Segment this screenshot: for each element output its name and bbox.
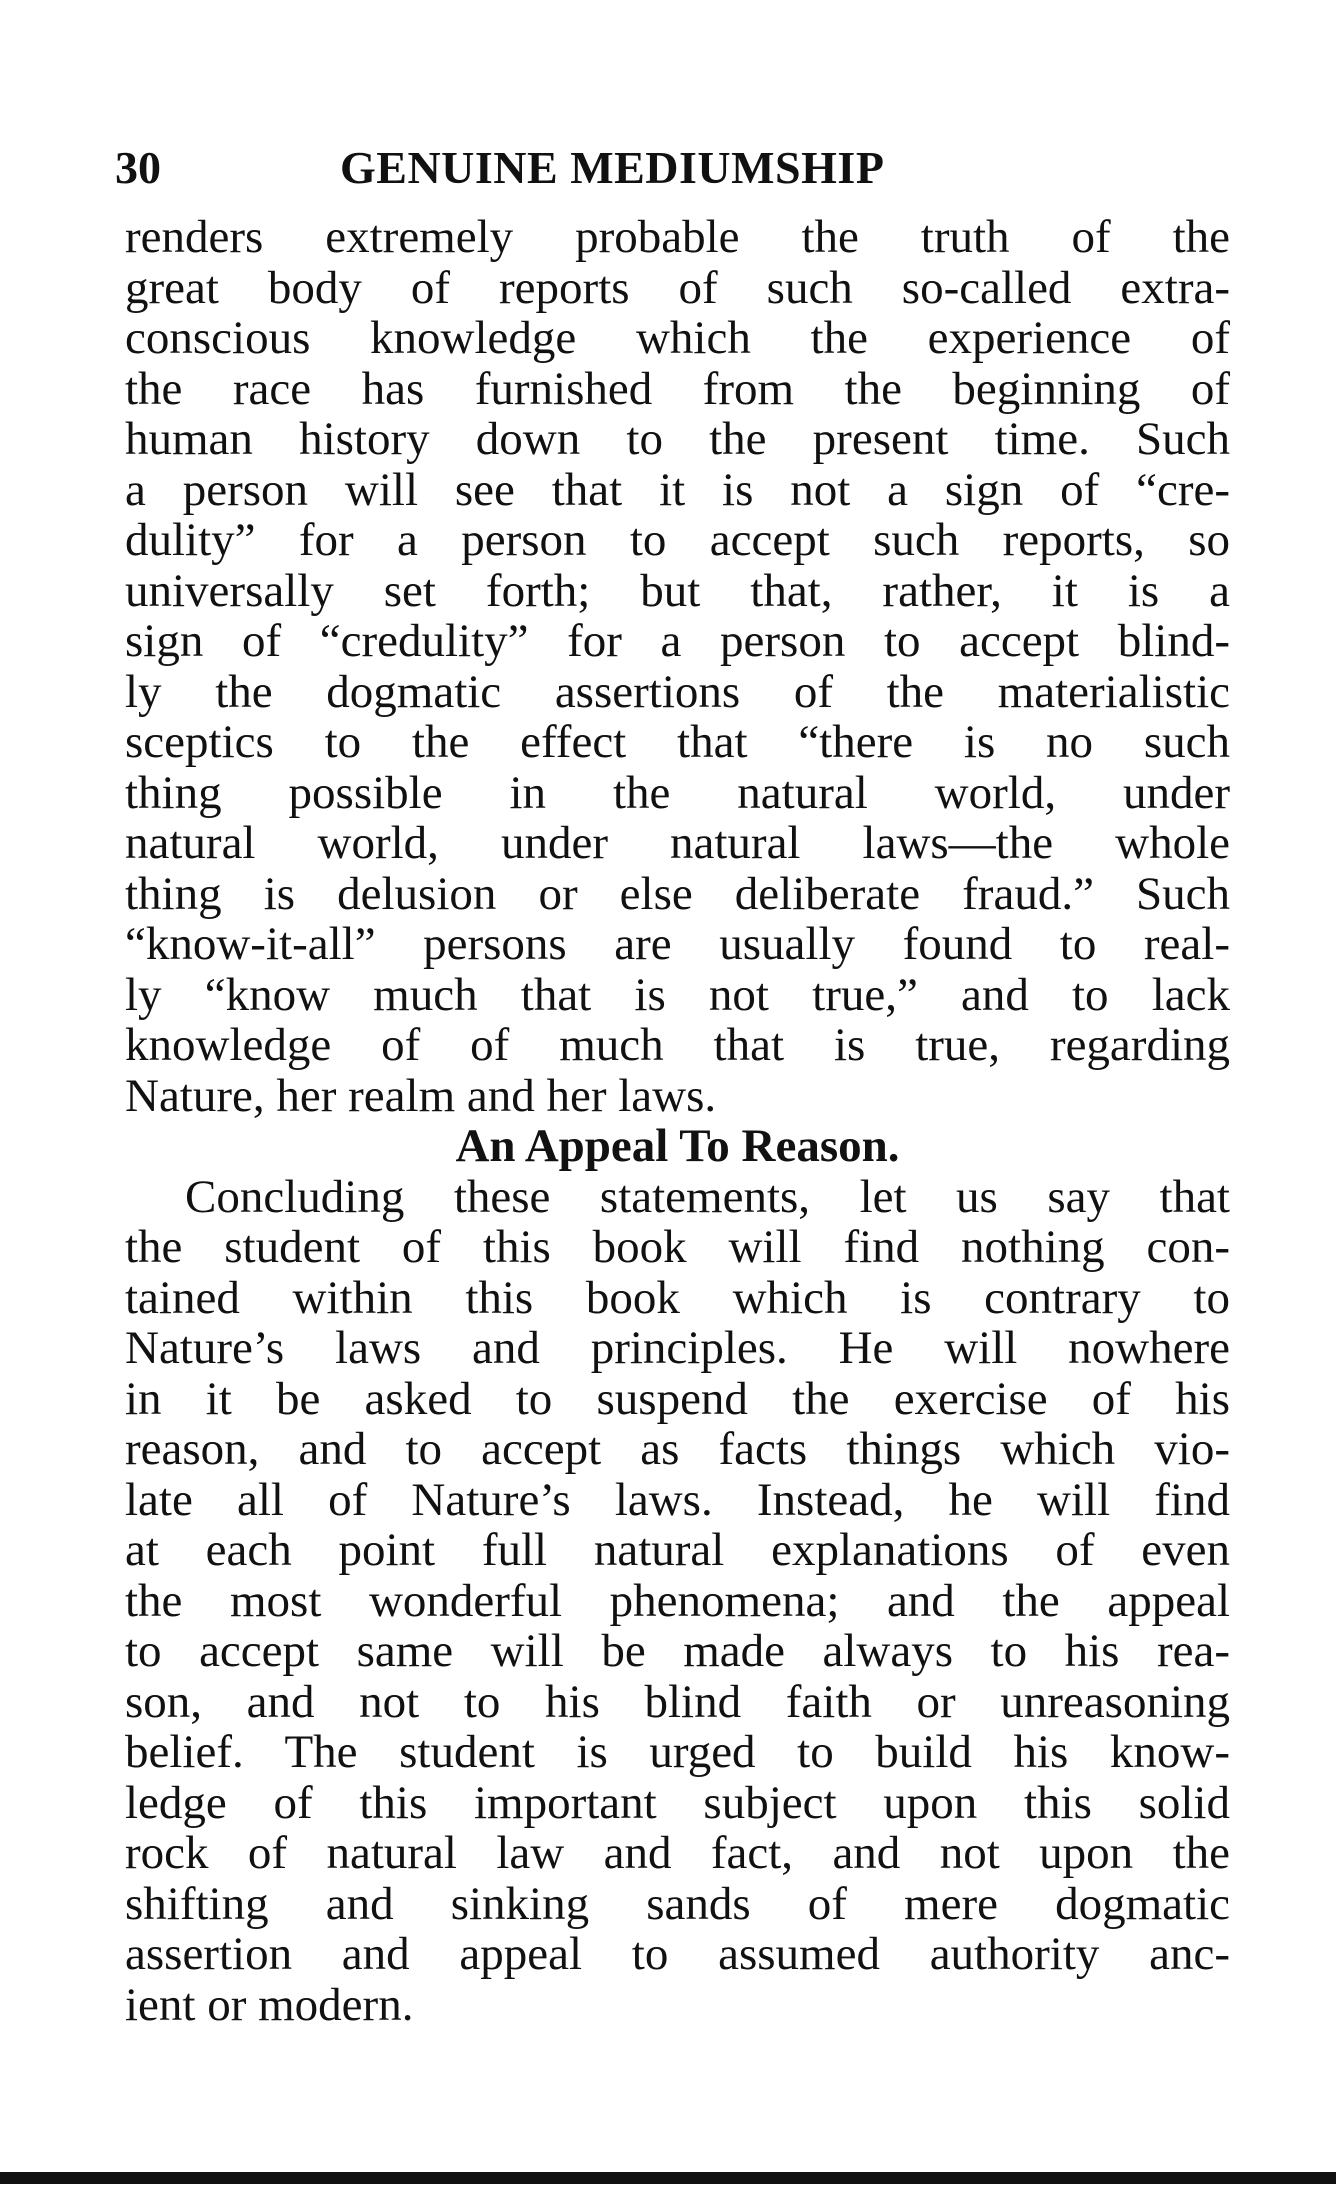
text-line: belief. The student is urged to build his know- bbox=[125, 1726, 1230, 1778]
text-line: dulity” for a person to accept such reports, so bbox=[125, 514, 1230, 566]
text-line: to accept same will be made always to his rea- bbox=[125, 1625, 1230, 1677]
section-heading: An Appeal To Reason. bbox=[455, 1120, 900, 1172]
text-line: renders extremely probable the truth of the bbox=[125, 211, 1230, 263]
text-line: Nature’s laws and principles. He will nowhere bbox=[125, 1322, 1230, 1374]
text-line: late all of Nature’s laws. Instead, he will find bbox=[125, 1473, 1230, 1526]
text-line: assertion and appeal to assumed authority anc- bbox=[125, 1928, 1230, 1980]
text-line: a person will see that it is not a sign of “cre- bbox=[125, 463, 1230, 516]
text-line: natural world, under natural laws—the whole bbox=[125, 817, 1230, 869]
text-line: ly the dogmatic assertions of the materialistic bbox=[125, 665, 1230, 718]
text-line: in it be asked to suspend the exercise of his bbox=[125, 1372, 1230, 1425]
text-line: sign of “credulity” for a person to accept blind- bbox=[125, 615, 1230, 667]
text-line: ledge of this important subject upon this solid bbox=[125, 1776, 1230, 1829]
text-line: rock of natural law and fact, and not upon the bbox=[125, 1827, 1230, 1879]
text-line: Concluding these statements, let us say that bbox=[185, 1170, 1230, 1223]
bottom-rule bbox=[0, 2172, 1336, 2184]
text-line: great body of reports of such so-called extra- bbox=[125, 261, 1230, 314]
text-line: tained within this book which is contrary to bbox=[125, 1271, 1230, 1324]
text-line: the student of this book will find nothing con- bbox=[125, 1221, 1230, 1273]
paragraph-1 bbox=[125, 212, 1230, 1121]
text-line: sceptics to the effect that “there is no such bbox=[125, 716, 1230, 768]
text-line: universally set forth; but that, rather, it is a bbox=[125, 564, 1230, 617]
running-title: GENUINE MEDIUMSHIP bbox=[340, 142, 885, 193]
page-number: 30 bbox=[115, 142, 161, 193]
text-line: conscious knowledge which the experience of bbox=[125, 312, 1230, 364]
running-header bbox=[115, 138, 1235, 198]
text-line: the most wonderful phenomena; and the appeal bbox=[125, 1574, 1230, 1627]
text-line: thing is delusion or else deliberate fraud.” Such bbox=[125, 867, 1230, 920]
text-line: son, and not to his blind faith or unreasoning bbox=[125, 1675, 1230, 1728]
paragraph-2 bbox=[125, 1172, 1230, 2031]
text-line: reason, and to accept as facts things which vio- bbox=[125, 1423, 1230, 1475]
text-line: “know-it-all” persons are usually found to real- bbox=[125, 918, 1230, 970]
text-line: Nature, her realm and her laws. bbox=[125, 1069, 717, 1122]
text-line: thing possible in the natural world, under bbox=[125, 766, 1230, 819]
text-line: at each point full natural explanations of even bbox=[125, 1524, 1230, 1576]
text-line: ly “know much that is not true,” and to lack bbox=[125, 968, 1230, 1021]
text-line: knowledge of of much that is true, regarding bbox=[125, 1019, 1230, 1071]
body-text bbox=[125, 212, 1230, 2030]
text-line: shifting and sinking sands of mere dogmatic bbox=[125, 1877, 1230, 1930]
text-line: human history down to the present time. Such bbox=[125, 413, 1230, 465]
text-line: ient or modern. bbox=[125, 1978, 414, 2031]
text-line: the race has furnished from the beginning of bbox=[125, 362, 1230, 415]
